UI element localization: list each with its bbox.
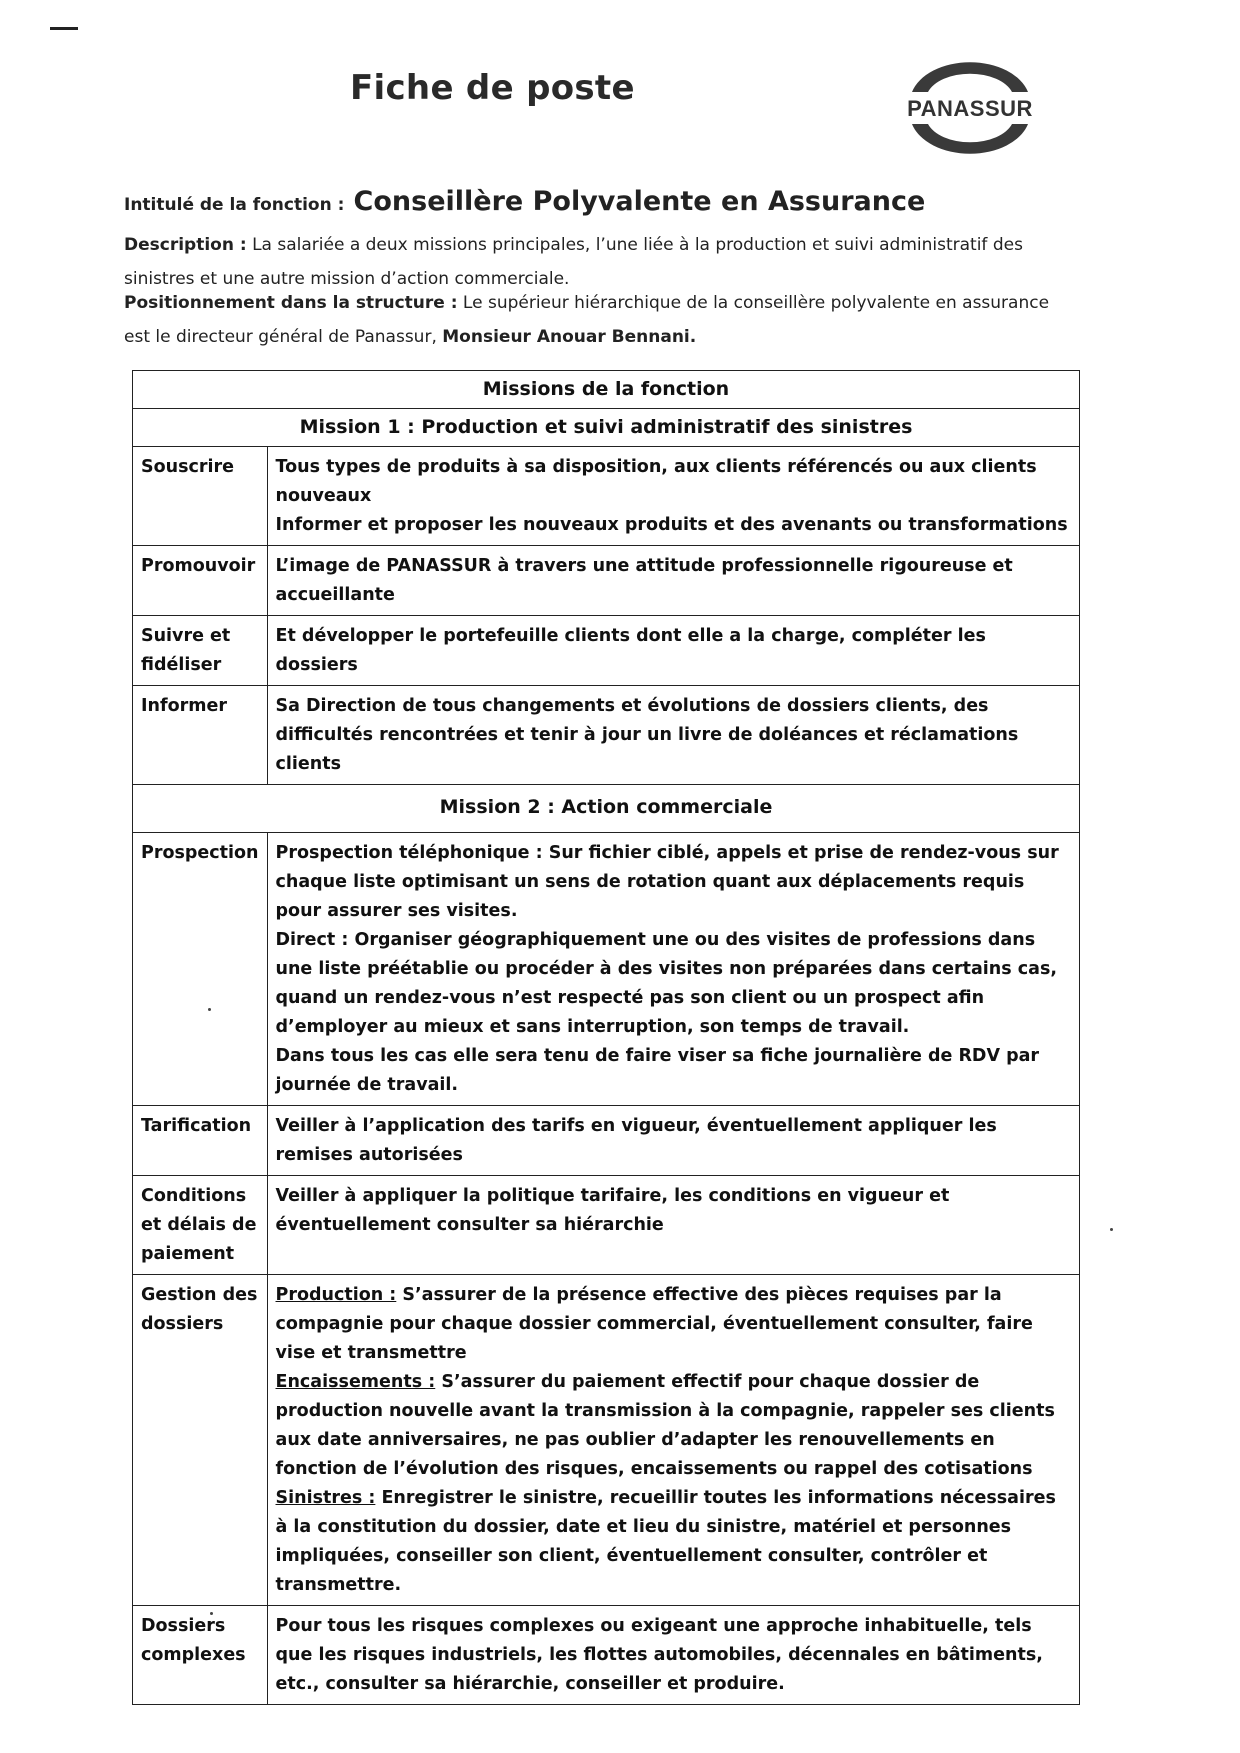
encaissements-text: S’assurer du paiement effectif pour chaque dossier de production nouvelle avant la transmission à la compagnie, rappeler ses clients aux date anniversaires, ne pas oublier d’adapter les renouvellements en fonction de l’évolution des risques, encaissements ou rappel des cotisations <box>275 1372 1055 1479</box>
prospection-rdv: Dans tous les cas elle sera tenu de faire viser sa fiche journalière de RDV par journée de travail. <box>275 1046 1040 1095</box>
row-label-informer: Informer <box>133 686 268 785</box>
row-content-suivre <box>267 616 1079 686</box>
row-label-tarification: Tarification <box>133 1106 268 1176</box>
row-label-prospection: Prospection <box>133 833 268 1106</box>
prospection-direct: Direct : Organiser géographiquement une ou des visites de professions dans une liste préétablie ou procéder à des visites non préparées dans certains cas, quand un rendez-vous n’est respecté pas son client ou un prospect afin d’employer au mieux et sans interruption, son temps de travail. <box>275 930 1058 1037</box>
positionnement-label: Positionnement dans la structure : <box>124 293 458 313</box>
row-content-promouvoir <box>267 546 1079 616</box>
production-label: Production : <box>275 1285 397 1305</box>
content-line: Et développer le portefeuille clients dont elle a la charge, compléter les dossiers <box>275 626 986 675</box>
row-label-conditions: Conditions et délais de paiement <box>133 1176 268 1275</box>
content-line: Tous types de produits à sa disposition, aux clients référencés ou aux clients nouveaux <box>275 457 1037 506</box>
row-content-complexes: Pour tous les risques complexes ou exigeant une approche inhabituelle, tels que les risques industriels, les flottes automobiles, décennales en bâtiments, etc., consulter sa hiérarchie, conseiller et produire. <box>267 1606 1079 1705</box>
scan-mark <box>50 27 78 30</box>
row-label-gestion: Gestion des dossiers <box>133 1275 268 1606</box>
table-row <box>133 833 1080 1106</box>
content-line: Sa Direction de tous changements et évolutions de dossiers clients, des difficultés rencontrées et tenir à jour un livre de doléances et réclamations clients <box>275 696 1019 774</box>
content-line: L’image de PANASSUR à travers une attitude professionnelle rigoureuse et accueillante <box>275 556 1013 605</box>
row-content-conditions: Veiller à appliquer la politique tarifaire, les conditions en vigueur et éventuellement consulter sa hiérarchie <box>267 1176 1079 1275</box>
scan-speck <box>210 1612 213 1615</box>
panassur-logo <box>890 58 1050 162</box>
prospection-phone: Prospection téléphonique : Sur fichier ciblé, appels et prise de rendez-vous sur chaque liste optimisant un sens de rotation quant aux déplacements requis pour assurer ses visites. <box>275 843 1059 921</box>
sinistres-text: Enregistrer le sinistre, recueillir toutes les informations nécessaires à la constitution du dossier, date et lieu du sinistre, matériel et personnes impliquées, conseiller son client, éventuellement consulter, contrôler et transmettre. <box>275 1488 1056 1595</box>
row-content-informer <box>267 686 1079 785</box>
job-title-value: Conseillère Polyvalente en Assurance <box>353 186 926 217</box>
mission1-header-row <box>133 409 1080 447</box>
description-text: La salariée a deux missions principales, l’une liée à la production et suivi administratif des sinistres et une autre mission d’action commerciale. <box>124 235 1023 289</box>
row-content-gestion <box>267 1275 1079 1606</box>
table-row <box>133 616 1080 686</box>
logo-text: PANASSUR <box>907 96 1033 121</box>
gestion-encaissements <box>276 1368 1071 1484</box>
production-text: S’assurer de la présence effective des pièces requises par la compagnie pour chaque dossier commercial, éventuellement consulter, faire vise et transmettre <box>275 1285 1033 1363</box>
row-content-tarification: Veiller à l’application des tarifs en vigueur, éventuellement appliquer les remises autorisées <box>267 1106 1079 1176</box>
table-row <box>133 546 1080 616</box>
table-row <box>133 686 1080 785</box>
table-header-row <box>133 371 1080 409</box>
row-content-prospection <box>267 833 1079 1106</box>
gestion-production <box>276 1281 1071 1368</box>
mission2-header-row <box>133 785 1080 833</box>
table-row <box>133 1106 1080 1176</box>
content-line: Informer et proposer les nouveaux produits et des avenants ou transformations <box>275 515 1068 535</box>
scan-speck <box>208 1008 211 1011</box>
positionnement <box>124 286 1074 354</box>
row-content-souscrire <box>267 447 1079 546</box>
sinistres-label: Sinistres : <box>275 1488 376 1508</box>
mission1-heading: Mission 1 : Production et suivi administratif des sinistres <box>133 409 1080 447</box>
row-label-souscrire: Souscrire <box>133 447 268 546</box>
table-row <box>133 1606 1080 1705</box>
row-label-suivre: Suivre et fidéliser <box>133 616 268 686</box>
page-title: Fiche de poste <box>350 68 635 108</box>
missions-heading: Missions de la fonction <box>133 371 1080 409</box>
mission2-heading: Mission 2 : Action commerciale <box>133 785 1080 833</box>
row-label-promouvoir: Promouvoir <box>133 546 268 616</box>
description-label: Description : <box>124 235 247 255</box>
table-row <box>133 447 1080 546</box>
table-row <box>133 1176 1080 1275</box>
job-title-line <box>124 186 925 217</box>
table-row <box>133 1275 1080 1606</box>
positionnement-text: Le supérieur hiérarchique de la conseillère polyvalente en assurance est le directeur général de Panassur, <box>124 293 1050 347</box>
director-name: Monsieur Anouar Bennani. <box>442 327 697 347</box>
job-title-label: Intitulé de la fonction : <box>124 195 345 215</box>
missions-table <box>132 370 1080 1705</box>
encaissements-label: Encaissements : <box>275 1372 436 1392</box>
row-label-complexes: Dossiers complexes <box>133 1606 268 1705</box>
scan-speck <box>1110 1228 1113 1231</box>
gestion-sinistres <box>276 1484 1071 1600</box>
